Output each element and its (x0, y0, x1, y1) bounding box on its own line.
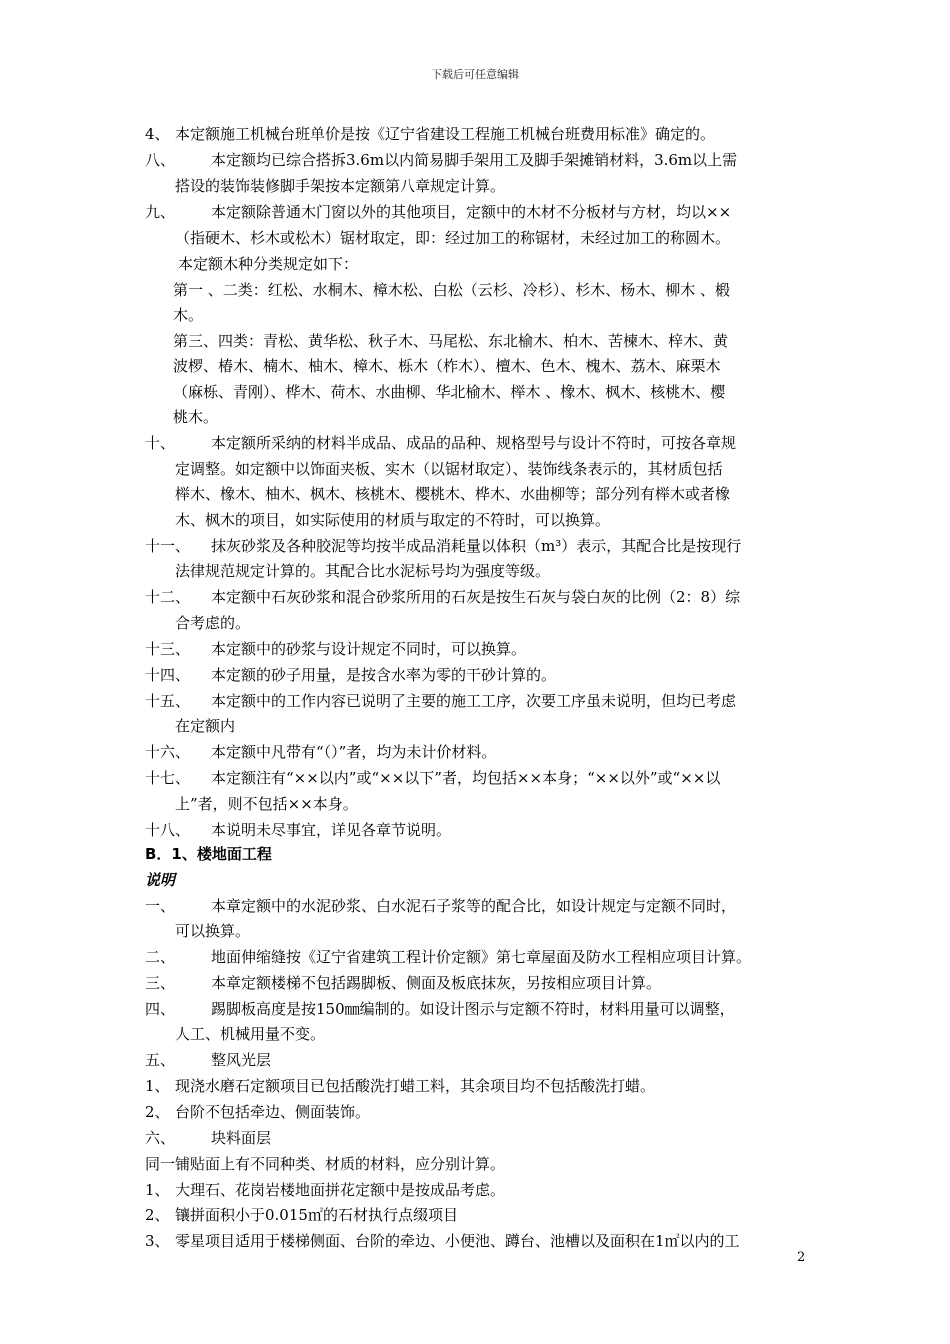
item-label: 九、 (145, 203, 176, 221)
item-label: 十五、 (145, 692, 191, 710)
section-subheading: 说明 (145, 871, 176, 889)
paragraph-line: 第一 、二类：红松、水桐木、樟木松、白松（云杉、冷杉）、杉木、杨木、柳木 、椴 (173, 281, 731, 299)
line-text: 本定额中的工作内容已说明了主要的施工工序，次要工序虽未说明，但均已考虑 (211, 692, 737, 710)
item-label: 4、 (145, 125, 170, 143)
line-text: 踢脚板高度是按150㎜编制的。如设计图示与定额不符时，材料用量可以调整， (211, 1000, 735, 1018)
item-label: 八、 (145, 151, 176, 169)
paragraph-line (145, 202, 731, 222)
line-text: 本章定额楼梯不包括踢脚板、侧面及板底抹灰，另按相应项目计算。 (211, 974, 662, 992)
paragraph-line (145, 1128, 271, 1148)
line-text: 本定额的砂子用量，是按含水率为零的干砂计算的。 (211, 666, 557, 684)
paragraph-line: 桃木。 (173, 408, 219, 426)
item-label: 六、 (145, 1129, 176, 1147)
paragraph-line (145, 639, 526, 659)
paragraph-line: 本定额木种分类规定如下： (178, 255, 359, 273)
paragraph-line (145, 896, 736, 916)
paragraph-line (145, 742, 496, 762)
paragraph-line: 可以换算。 (175, 922, 251, 940)
line-text: 抹灰砂浆及各种胶泥等均按半成品消耗量以体积（m³）表示，其配合比是按现行 (211, 537, 742, 555)
line-text: 本定额注有“××以内”或“××以下”者，均包括××本身；“××以外”或“××以 (211, 769, 721, 787)
paragraph-line (145, 1231, 740, 1251)
line-text: 整风光层 (211, 1051, 272, 1069)
paragraph-line: 定调整。如定额中以饰面夹板、实木（以锯材取定）、装饰线条表示的，其材质包括 (175, 460, 723, 478)
paragraph-line: 搭设的装饰装修脚手架按本定额第八章规定计算。 (175, 177, 506, 195)
line-text: 本定额中石灰砂浆和混合砂浆所用的石灰是按生石灰与袋白灰的比例（2：8）综 (211, 588, 741, 606)
paragraph-line: 木。 (173, 306, 204, 324)
paragraph-line (145, 433, 736, 453)
header-note: 下载后可任意编辑 (431, 68, 519, 81)
item-label: 2、 (145, 1206, 170, 1224)
line-text: 本定额施工机械台班单价是按《辽宁省建设工程施工机械台班费用标准》确定的。 (175, 125, 716, 143)
paragraph-line (145, 536, 741, 556)
line-text: 本定额均已综合搭拆3.6m以内简易脚手架用工及脚手架摊销材料，3.6m以上需 (211, 151, 738, 169)
item-label: 十四、 (145, 666, 191, 684)
item-label: 二、 (145, 948, 176, 966)
line-text: 本章定额中的水泥砂浆、白水泥石子浆等的配合比，如设计规定与定额不同时， (211, 897, 737, 915)
item-label: 一、 (145, 897, 176, 915)
line-text: 本定额中的砂浆与设计规定不同时，可以换算。 (211, 640, 527, 658)
paragraph-line: 榉木、橡木、柚木、枫木、核桃木、樱桃木、桦木、水曲柳等；部分列有榉木或者橡 (175, 485, 731, 503)
item-label: 十一、 (145, 537, 191, 555)
item-label: 十八、 (145, 821, 191, 839)
line-text: 台阶不包括牵边、侧面装饰。 (175, 1103, 371, 1121)
line-text: 零星项目适用于楼梯侧面、台阶的牵边、小便池、蹲台、池槽以及面积在1㎡以内的工 (175, 1232, 740, 1250)
item-label: 2、 (145, 1103, 170, 1121)
line-text: 大理石、花岗岩楼地面拼花定额中是按成品考虑。 (175, 1181, 506, 1199)
paragraph-line: 同一铺贴面上有不同种类、材质的材料，应分别计算。 (145, 1155, 506, 1173)
paragraph-line: 木、枫木的项目，如实际使用的材质与取定的不符时，可以换算。 (175, 511, 611, 529)
paragraph-line (145, 1102, 370, 1122)
paragraph-line (145, 587, 740, 607)
paragraph-line: 在定额内 (175, 717, 236, 735)
line-text: 本说明未尽事宜，详见各章节说明。 (211, 821, 452, 839)
page-number: 2 (797, 1250, 806, 1265)
item-label: 1、 (145, 1077, 170, 1095)
paragraph-line (145, 665, 556, 685)
section-heading: B．1、楼地面工程 (145, 845, 272, 863)
paragraph-line (145, 820, 451, 840)
item-label: 3、 (145, 1232, 170, 1250)
paragraph-line (145, 1050, 271, 1070)
line-text: 块料面层 (211, 1129, 272, 1147)
line-text: 本定额除普通木门窗以外的其他项目，定额中的木材不分板材与方材，均以×× (211, 203, 732, 221)
line-text: 地面伸缩缝按《辽宁省建筑工程计价定额》第七章屋面及防水工程相应项目计算。 (211, 948, 752, 966)
line-text: 本定额中凡带有“（）”者，均为未计价材料。 (211, 743, 497, 761)
paragraph-line (145, 947, 751, 967)
paragraph-line (145, 1180, 505, 1200)
line-text: 现浇水磨石定额项目已包括酸洗打蜡工料，其余项目均不包括酸洗打蜡。 (175, 1077, 656, 1095)
paragraph-line: 上”者，则不包括××本身。 (175, 795, 358, 813)
paragraph-line (145, 768, 720, 788)
paragraph-line: 人工、机械用量不变。 (175, 1025, 326, 1043)
item-label: 四、 (145, 1000, 176, 1018)
paragraph-line (145, 1076, 655, 1096)
item-label: 十七、 (145, 769, 191, 787)
paragraph-line: 法律规范规定计算的。其配合比水泥标号均为强度等级。 (175, 562, 551, 580)
paragraph-line (145, 999, 735, 1019)
line-text: 本定额所采纳的材料半成品、成品的品种、规格型号与设计不符时，可按各章规 (211, 434, 737, 452)
paragraph-line: 第三、四类：青松、黄华松、秋子木、马尾松、东北榆木、柏木、苦楝木、梓木、黄 (173, 332, 729, 350)
item-label: 十、 (145, 434, 176, 452)
paragraph-line (145, 124, 715, 144)
item-label: 十三、 (145, 640, 191, 658)
paragraph-line (145, 973, 661, 993)
item-label: 十二、 (145, 588, 191, 606)
item-label: 三、 (145, 974, 176, 992)
line-text: 镶拼面积小于0.015㎡的石材执行点缀项目 (175, 1206, 458, 1224)
paragraph-line: （麻栎、青刚）、桦木、荷木、水曲柳、华北榆木、榉木 、橡木、枫木、核桃木、樱 (173, 383, 726, 401)
paragraph-line: 波椤、椿木、楠木、柚木、樟木、栎木（柞木）、檀木、色木、槐木、荔木、麻栗木 (173, 357, 721, 375)
paragraph-line: 合考虑的。 (175, 614, 251, 632)
item-label: 1、 (145, 1181, 170, 1199)
paragraph-line (145, 691, 736, 711)
item-label: 五、 (145, 1051, 176, 1069)
paragraph-line: （指硬木、杉木或松木）锯材取定，即：经过加工的称锯材，未经过加工的称圆木。 (175, 229, 731, 247)
item-label: 十六、 (145, 743, 191, 761)
paragraph-line (145, 150, 737, 170)
paragraph-line (145, 1205, 458, 1225)
